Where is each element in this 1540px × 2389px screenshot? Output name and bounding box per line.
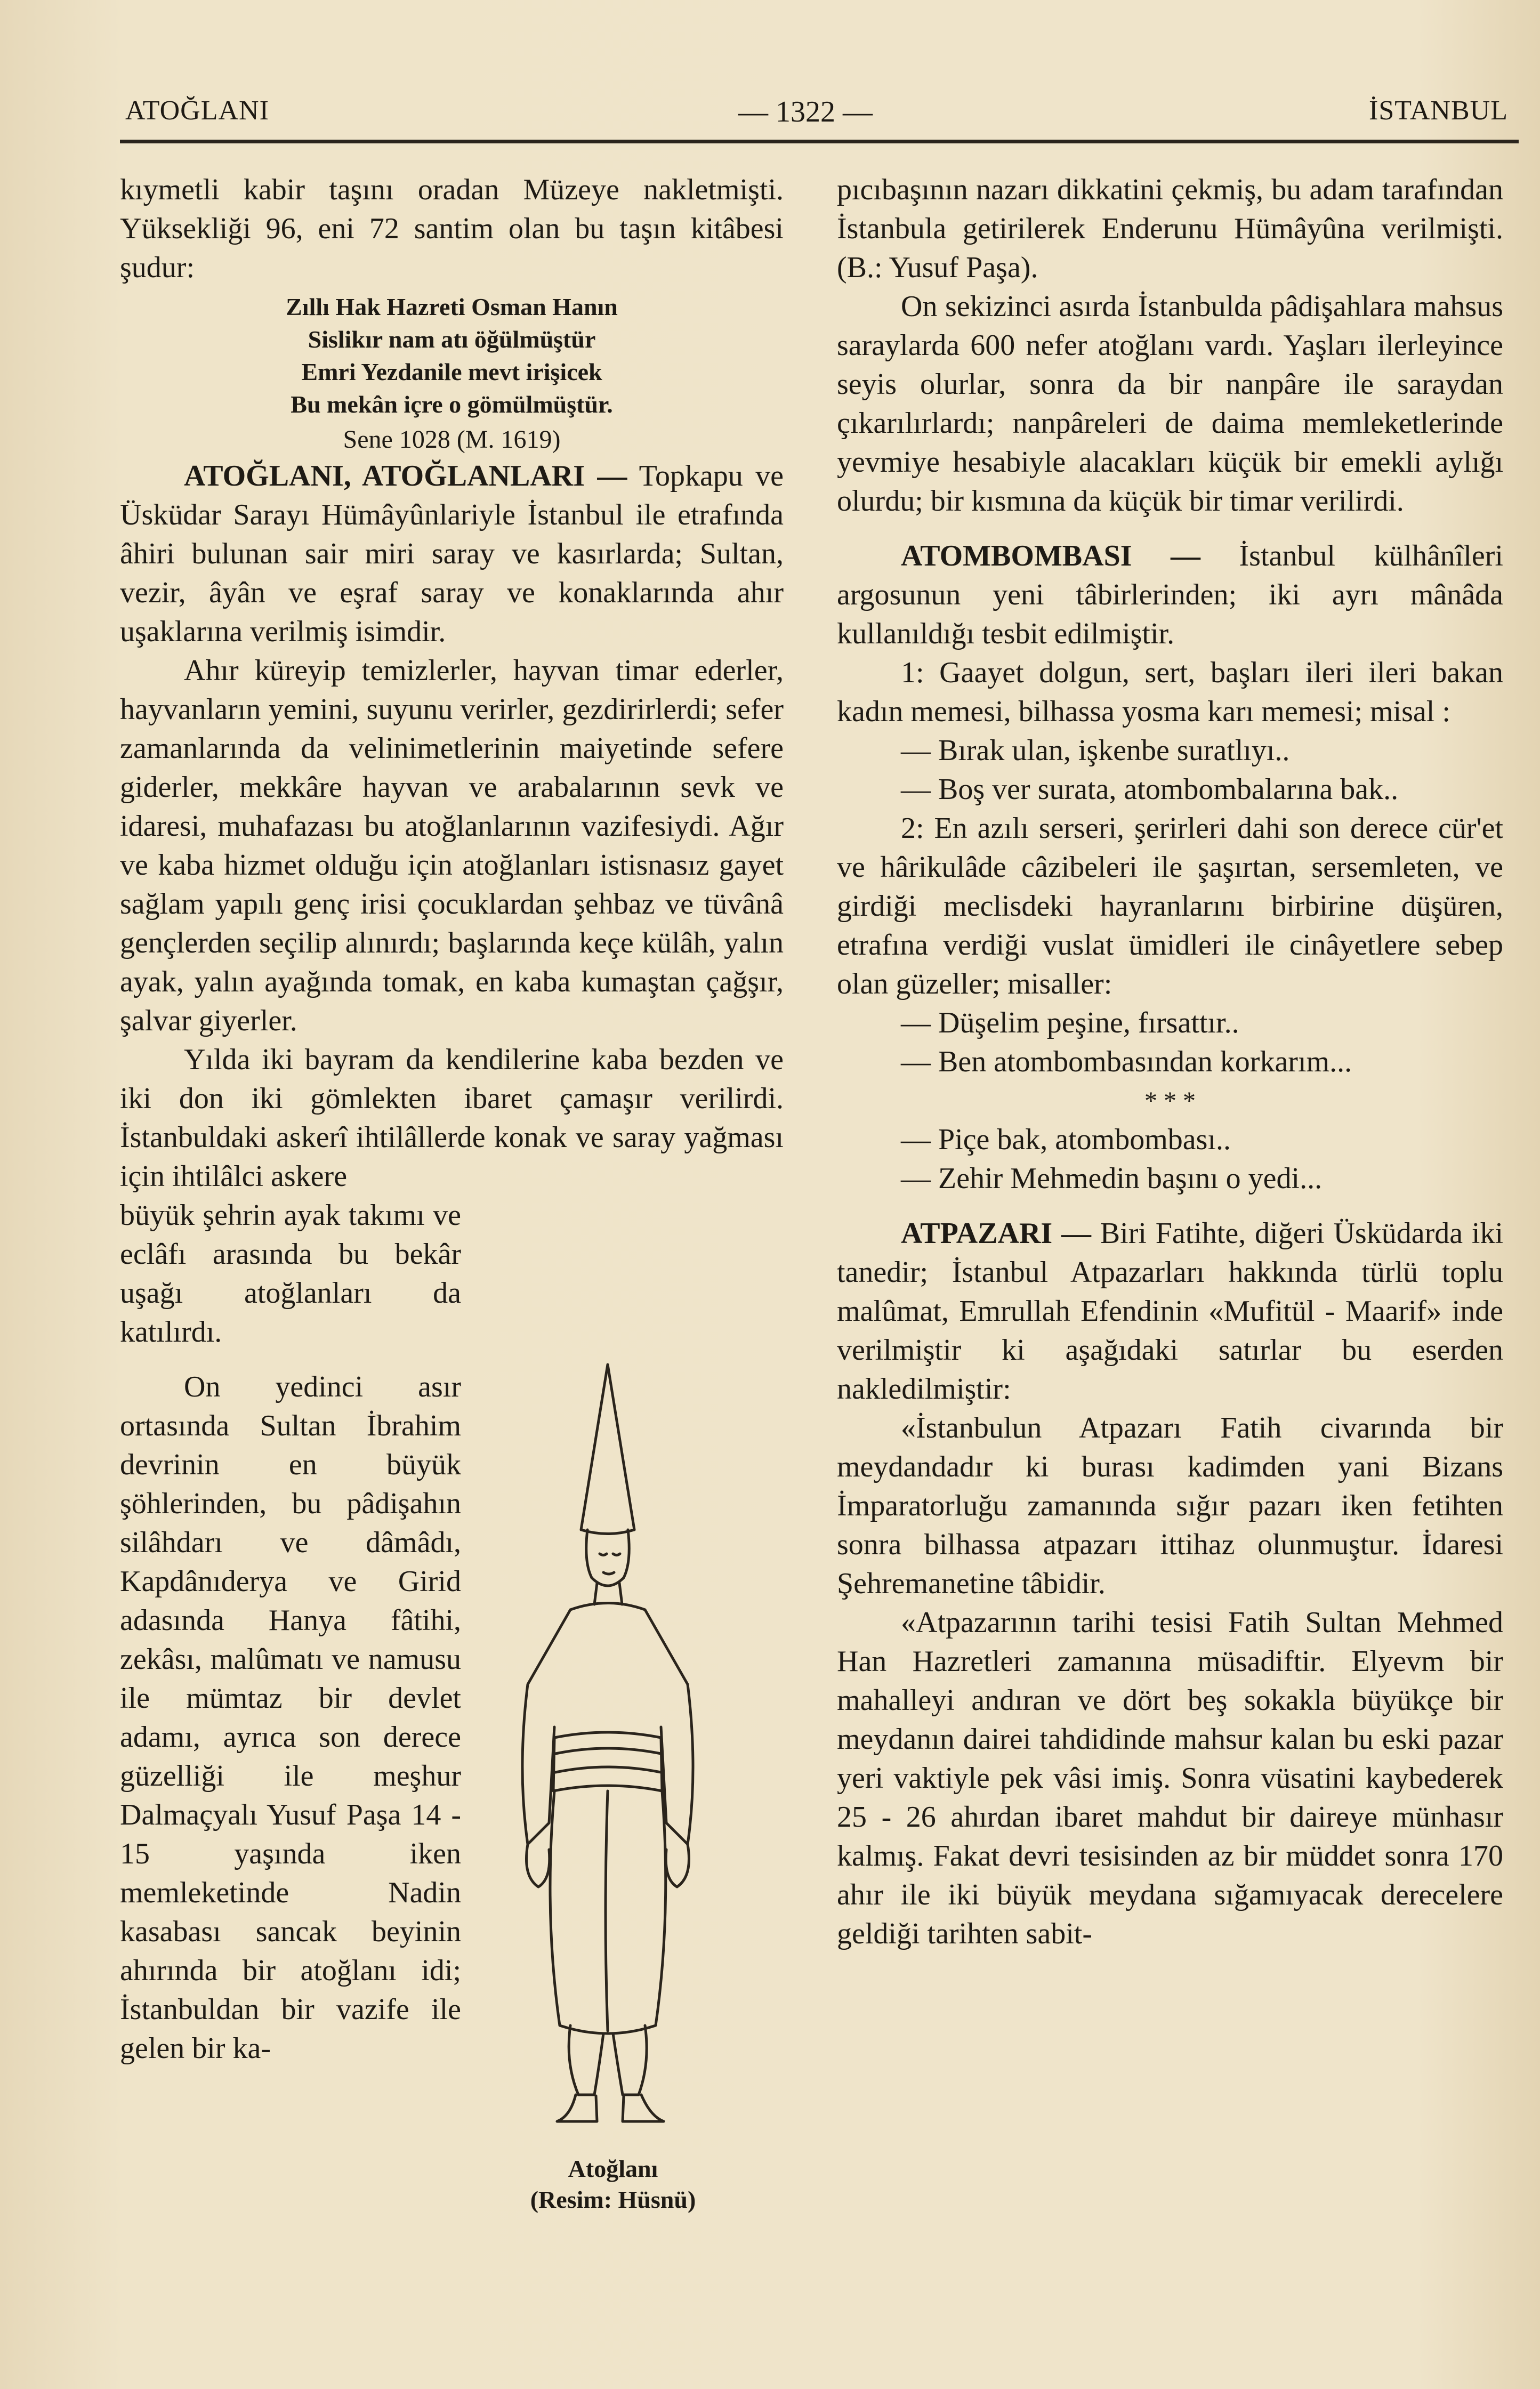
paragraph: 2: En azılı serseri, şerirleri dahi son derece cür'et ve hârikulâde câzibeleri ile şaşırtan, sersemleten, ve girdiği meclisdeki hayranlarını birbirine düşüren, etrafına verdiği vuslat ümidleri ile cinâyetlere sebep olan güzeller; misaller: xyxy=(837,812,1503,1000)
verse-line: Sislikır nam atı öğülmüştür xyxy=(308,326,596,353)
verse-line: Bu mekân içre o gömülmüştür. xyxy=(291,391,613,418)
entry-atoglani xyxy=(120,457,784,651)
header-left: ATOĞLANI xyxy=(125,95,269,126)
dialog-line: — Piçe bak, atombombası.. xyxy=(901,1123,1231,1156)
paragraph: «İstanbulun Atpazarı Fatih civarında bir meydandadır ki burası kadimden yani Bizans İmparatorluğu zamanında sığır pazarı iken fetihten sonra bilhassa atpazarı ittihaz olunmuştur. İdaresi Şehremanetine tâbidir. xyxy=(837,1411,1503,1600)
entry-atpazari xyxy=(837,1214,1503,1409)
inscription-date: Sene 1028 (M. 1619) xyxy=(343,425,561,454)
entry-heading: ATOĞLANI, ATOĞLANLARI — xyxy=(184,459,627,493)
inscription-verse xyxy=(120,290,784,421)
paragraph: 1: Gaayet dolgun, sert, başları ileri ileri bakan kadın memesi, bilhassa yosma karı memesi; misal : xyxy=(837,656,1503,728)
paragraph: Yılda iki bayram da kendilerine kaba bezden ve iki don iki gömlekten ibaret çamaşır verilirdi. İstanbuldaki askerî ihtilâllerde konak ve saray yağması için ihtilâlci askere xyxy=(120,1043,784,1193)
dialog-line: — Boş ver surata, atombombalarına bak.. xyxy=(901,773,1399,806)
verse-line: Zıllı Hak Hazreti Osman Hanın xyxy=(286,293,618,320)
paragraph: On sekizinci asırda İstanbulda pâdişahlara mahsus saraylarda 600 nefer atoğlanı vardı. Yaşları ilerleyince seyis olurlar, sonra da bir nanpâre ile saraydan çıkarılırlardı; nanpâreleri de daima memleketlerinde yevmiye hesabiyle alacakları küçük bir emekli aylığı olurdu; bir kısmına da küçük bir timar verilirdi. xyxy=(837,290,1503,518)
running-header xyxy=(120,95,1508,138)
paragraph-yusuf-pasa: On yedinci asır ortasında Sultan İbrahim devrinin en büyük şöhlerinden, bu pâdişahın silâhdarı ve dâmâdı, Kapdânıderya ve Girid adasında Hanya fâtihi, zekâsı, malûmatı ve namusu ile mümtaz bir devlet adamı, ayrıca son derece güzelliği ile meşhur Dalmaçyalı Yusuf Paşa 14 - 15 yaşında iken memleketinde Nadin kasabası sancak beyinin ahırında bir atoğlanı idi; İstanbuldan bir vazife ile gelen bir ka- xyxy=(120,1370,461,2065)
stable-boy-figure-icon xyxy=(464,1354,762,2143)
dialog-line: — Ben atombombasından korkarım... xyxy=(901,1045,1352,1078)
entry-atombombasi xyxy=(837,537,1503,653)
header-rule xyxy=(120,140,1519,143)
paragraph: «Atpazarının tarihi tesisi Fatih Sultan Mehmed Han Hazretleri zamanına müsadiftir. Elyevm bir mahalleyi andıran ve dört beş sokakla büyükçe bir meydanın dairei tahdidinde mahsur kalan bu eski pazar yeri vaktiyle pek vâsi imiş. Sonra vüsatini kaybederek 25 - 26 ahırdan ibaret mahdut bir daireye münhasır kalmış. Fakat devri tesisinden az bir müddet sonra 170 ahır ile iki büyük meydana sığamıyacak derecelere geldiği tarihten sabit- xyxy=(837,1606,1503,1950)
paragraph-wrapped: büyük şehrin ayak takımı ve eclâfı arasında bu bekâr uşağı atoğlanları da katılırdı. xyxy=(120,1199,461,1349)
figure-caption xyxy=(501,2153,725,2215)
entry-heading: ATOMBOMBASI — xyxy=(901,539,1201,572)
header-right: İSTANBUL xyxy=(1369,95,1508,126)
entry-text: Topkapu ve Üsküdar Sarayı Hümâyûnlariyle İstanbul ile etrafında âhiri bulunan sair miri saray ve kasırlarda; Sultan, vezir, âyân ve eşraf saray ve konaklarında ahır uşaklarına verilmiş isimdir. xyxy=(120,459,784,648)
intro-paragraph: kıymetli kabir taşını oradan Müzeye nakletmişti. Yüksekliği 96, eni 72 santim olan bu taşın kitâbesi şudur: xyxy=(120,173,784,284)
verse-line: Emri Yezdanile mevt irişicek xyxy=(301,358,602,385)
entry-text: Biri Fatihte, diğeri Üsküdarda iki tanedir; İstanbul Atpazarları hakkında türlü toplu malûmat, Emrullah Efendinin «Mufitül - Maarif» inde verilmiştir ki aşağıdaki satırlar bu eserden nakledilmiştir: xyxy=(837,1217,1504,1406)
dialog-line: — Zehir Mehmedin başını o yedi... xyxy=(901,1162,1323,1195)
entry-text: İstanbul külhânîleri argosunun yeni tâbirlerinden; iki ayrı mânâda kullanıldığı tesbit edilmiştir. xyxy=(837,539,1503,650)
dialog-line: — Bırak ulan, işkenbe suratlıyı.. xyxy=(901,734,1290,767)
right-column xyxy=(837,171,1503,1954)
atoglani-illustration xyxy=(464,1354,762,2217)
dialog-line: — Düşelim peşine, fırsattır.. xyxy=(901,1006,1239,1039)
caption-title: Atoğlanı xyxy=(568,2155,658,2182)
paragraph: pıcıbaşının nazarı dikkatini çekmiş, bu adam tarafından İstanbula getirilerek Enderunu Hümâyûna verilmişti. (B.: Yusuf Paşa). xyxy=(837,173,1503,284)
entry-heading: ATPAZARI — xyxy=(901,1217,1091,1250)
paragraph: Ahır küreyip temizlerler, hayvan timar ederler, hayvanların yemini, suyunu verirler, gezdirirlerdi; sefer zamanlarında da velinimetlerinin maiyetinde sefere giderler, mekkâre hayvan ve arabalarının sevk ve idaresi, muhafazası bu atoğlanlarının vazifesiydi. Ağır ve kaba hizmet olduğu için atoğlanları istisnasız gayet sağlam yapılı genç irisi çocuklardan şehbaz ve tüvânâ gençlerden seçilip alınırdı; başlarında keçe külâh, yalın ayak, yalın ayağında tomak, en kaba kumaştan çağşır, şalvar giyerler. xyxy=(120,654,784,1037)
section-stars: * * * xyxy=(1144,1087,1196,1115)
caption-credit: (Resim: Hüsnü) xyxy=(530,2186,696,2213)
page-number: — 1322 — xyxy=(738,95,873,128)
